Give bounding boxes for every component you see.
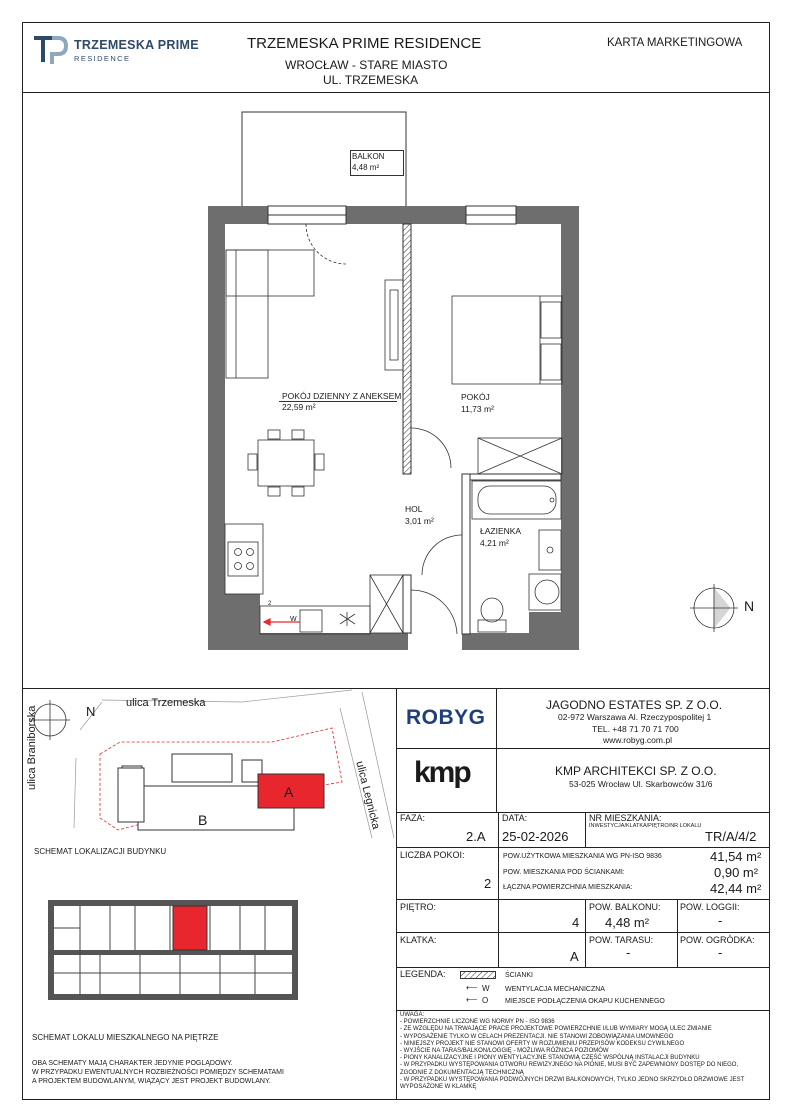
stair-value: A <box>570 949 579 964</box>
floor-divider <box>396 899 770 900</box>
architect-name: KMP ARCHITEKCI SP. Z O.O. <box>555 764 717 778</box>
room-label: POKÓJ <box>461 392 490 402</box>
living-label-underline <box>279 389 397 402</box>
garden-value: - <box>718 945 723 960</box>
stair-label: KLATKA: <box>400 935 437 945</box>
info-top-divider <box>396 812 770 813</box>
bathtub <box>472 481 561 519</box>
stair-divider <box>396 932 770 933</box>
data-value: 25-02-2026 <box>502 829 569 844</box>
street-right: ulica Legnicka <box>353 760 382 831</box>
terrace-label: POW. TARASU: <box>589 935 654 945</box>
note-line: - POWIERZCHNIE LICZONE WG NORMY PN - ISO 9836 <box>400 1019 555 1026</box>
floor-label: PIĘTRO: <box>400 902 437 912</box>
balcony-label-box <box>350 150 404 176</box>
area-slope-value: 0,90 m² <box>714 865 759 880</box>
level-mark: 2 <box>268 601 272 607</box>
area-usable-value: 41,54 m² <box>710 849 762 864</box>
note-line: - W PRZYPADKU WYSTĘPOWANIA OTWORU REWIZYJNEGO NA PIONIE, MUSI BYĆ ZAPEWNIONY DOSTĘP DO NIEGO, <box>400 1062 739 1069</box>
hall-area: 3,01 m² <box>405 516 434 526</box>
legend-vent: WENTYLACJA MECHANICZNA <box>505 986 605 993</box>
notes-title: UWAGA: <box>400 1012 425 1018</box>
area-total-value: 42,44 m² <box>710 881 762 896</box>
area-usable-label: POW.UŻYTKOWA MIESZKANIA WG PN-ISO 9836 <box>503 853 662 860</box>
balcony-label: BALKON <box>352 152 385 161</box>
location-line: WROCŁAW - STARE MIASTO <box>285 58 448 72</box>
building-a-label: A <box>284 784 294 800</box>
bath-label: ŁAZIENKA <box>480 526 522 536</box>
note-line: - NINIEJSZY PROJEKT NIE STANOWI OFERTY W ROZUMIENIU PRZEPISÓW KODEKSU CYWILNEGO <box>400 1040 685 1047</box>
sofa <box>226 250 314 378</box>
legend-arrow-w: ⟵ <box>466 983 478 992</box>
street-top: ulica Trzemeska <box>126 697 206 709</box>
data-label: DATA: <box>502 813 528 823</box>
street-line: UL. TRZEMESKA <box>323 73 419 87</box>
kmp-logo: kmp <box>414 756 470 789</box>
tv-unit <box>385 280 403 370</box>
loggia-value: - <box>718 913 723 928</box>
faza-divider <box>498 812 499 847</box>
note-line: - W PRZYPADKU WYSTĘPOWANIA PODWÓJNYCH DRZWI BALKONOWYCH, TYLKO JEDNO SKRZYDŁO DRZWIOWE JEST <box>400 1076 745 1083</box>
disclaimer-line-3: A PROJEKTEM BUDOWLANYM, WIĄŻĄCY JEST PROJEKT BUDOWLANY. <box>32 1078 271 1085</box>
logo-column-divider <box>496 688 497 812</box>
company-divider <box>396 748 770 749</box>
developer-name: JAGODNO ESTATES SP. Z O.O. <box>546 698 723 712</box>
balcony-area: 4,48 m² <box>352 163 380 172</box>
terrace-value: - <box>626 945 631 960</box>
legend-vent-mark: W <box>482 984 490 993</box>
bath-area: 4,21 m² <box>480 538 509 548</box>
plan-north-label: N <box>744 598 755 614</box>
loggia-label: POW. LOGGII: <box>680 902 740 912</box>
floor-schema-caption: SCHEMAT LOKALU MIESZKALNEGO NA PIĘTRZE <box>32 1033 219 1042</box>
note-line: WYPOSAŻONE W KLAMKĘ <box>400 1084 477 1091</box>
nr-value: TR/A/4/2 <box>705 829 757 844</box>
faza-label: FAZA: <box>400 813 426 823</box>
hall-label: HOL <box>405 504 423 514</box>
vent-mark: W <box>290 616 297 623</box>
rooms-label: LICZBA POKOI: <box>400 850 465 860</box>
balcony-door-swing <box>306 224 346 264</box>
dining-table <box>248 430 324 496</box>
room-area: 11,73 m² <box>461 404 494 414</box>
outer-walls <box>208 206 579 650</box>
disclaimer-line-2: W PRZYPADKU EWENTUALNYCH ROZBIEŻNOŚCI POMIĘDZY SCHEMATAMI <box>32 1069 284 1076</box>
note-line: - WYPOSAŻENIE TYLKO W CELACH PREZENTACJI. NIE STANOWI ZOBOWIĄZANIA UMOWNEGO <box>400 1033 674 1040</box>
data-divider <box>585 812 586 847</box>
bottom-divider <box>396 688 397 1100</box>
balcony-label-info: POW. BALKONU: <box>589 902 661 912</box>
notes-block <box>400 1012 766 1091</box>
legend-arrow-o: ⟵ <box>466 995 478 1004</box>
legend-divider <box>396 967 770 968</box>
nr-sub-label: INWESTYCJA/KLATKA/PIĘTRO/NR LOKALU <box>589 823 702 829</box>
architect-address: 53-025 Wrocław Ul. Skarbowców 31/6 <box>569 779 713 789</box>
robyg-logo: ROBYG <box>406 706 486 729</box>
developer-www: www.robyg.com.pl <box>603 735 672 745</box>
faza-value: 2.A <box>466 829 486 844</box>
living-area: 22,59 m² <box>282 402 316 412</box>
rooms-col-divider <box>498 847 499 967</box>
area-total-label: ŁĄCZNA POWIERZCHNIA MIESZKANIA: <box>503 884 633 891</box>
north-compass-icon <box>690 584 738 632</box>
floor-schema-unit <box>173 906 207 950</box>
nr-label: NR MIESZKANIA: <box>589 813 662 823</box>
area-slope-label: POW. MIESZKANIA POD ŚCIANKAMI: <box>503 869 625 876</box>
hall-wardrobe <box>370 575 403 633</box>
disclaimer-line-1: OBA SCHEMATY MAJĄ CHARAKTER JEDYNIE POGLĄDOWY. <box>32 1060 233 1067</box>
note-line: ZGODNIE Z DOKUMENTACJĄ TECHNICZNĄ <box>400 1069 524 1076</box>
logo-name: TRZEMESKA PRIME <box>74 38 199 52</box>
rooms-divider <box>396 847 770 848</box>
notes-divider <box>396 1010 770 1011</box>
card-type: KARTA MARKETINGOWA <box>607 37 743 49</box>
legend-walls: ŚCIANKI <box>505 972 534 979</box>
legend-label: LEGENDA: <box>400 969 446 979</box>
page-title: TRZEMESKA PRIME RESIDENCE <box>247 35 482 52</box>
bed <box>452 296 562 384</box>
legend-hatch-icon <box>460 971 496 979</box>
floor-value: 4 <box>572 915 580 930</box>
legend-hood: MIEJSCE PODŁĄCZENIA OKAPU KUCHENNEGO <box>505 998 665 1005</box>
site-caption: SCHEMAT LOKALIZACJI BUDYNKU <box>34 847 167 856</box>
room-wardrobe <box>478 438 562 474</box>
developer-tel: TEL. +48 71 70 71 700 <box>592 724 679 734</box>
balcony-value: 4,48 m² <box>605 915 650 930</box>
right-col-divider <box>677 899 678 967</box>
interior-walls <box>403 224 561 634</box>
site-schema <box>22 688 396 838</box>
developer-address: 02-972 Warszawa Al. Rzeczypospolitej 1 <box>558 712 712 722</box>
note-line: - ZE WZGLĘDU NA TRWAJĄCE PRACE PROJEKTOWE POWIERZCHNIE I/LUB WYMIARY MOGĄ ULEC ZMIANIE <box>400 1026 712 1033</box>
note-line: - WYJŚCIE NA TARAS/BALKON/LOGGIĘ - MOŻLIWA RÓŻNICA POZIOMÓW <box>400 1048 609 1055</box>
living-label: POKÓJ DZIENNY Z ANEKSEM <box>282 391 402 401</box>
note-line: - PIONY KANALIZACYJNE I PIONY WENTYLACYJNE STANOWIĄ CZĘŚĆ WSPÓLNĄ INSTALACJI BUDYNKU <box>400 1055 700 1062</box>
rooms-value: 2 <box>484 876 492 891</box>
mid-col-divider <box>585 899 586 967</box>
logo-sub: RESIDENCE <box>74 54 131 63</box>
door-swings <box>411 428 462 634</box>
building-b-label: B <box>198 812 208 828</box>
site-north-label: N <box>86 704 96 719</box>
street-left: ulica Braniborska <box>26 705 38 790</box>
floor-schema <box>40 888 306 1010</box>
garden-label: POW. OGRÓDKA: <box>680 935 755 945</box>
legend-hood-mark: O <box>482 996 489 1005</box>
